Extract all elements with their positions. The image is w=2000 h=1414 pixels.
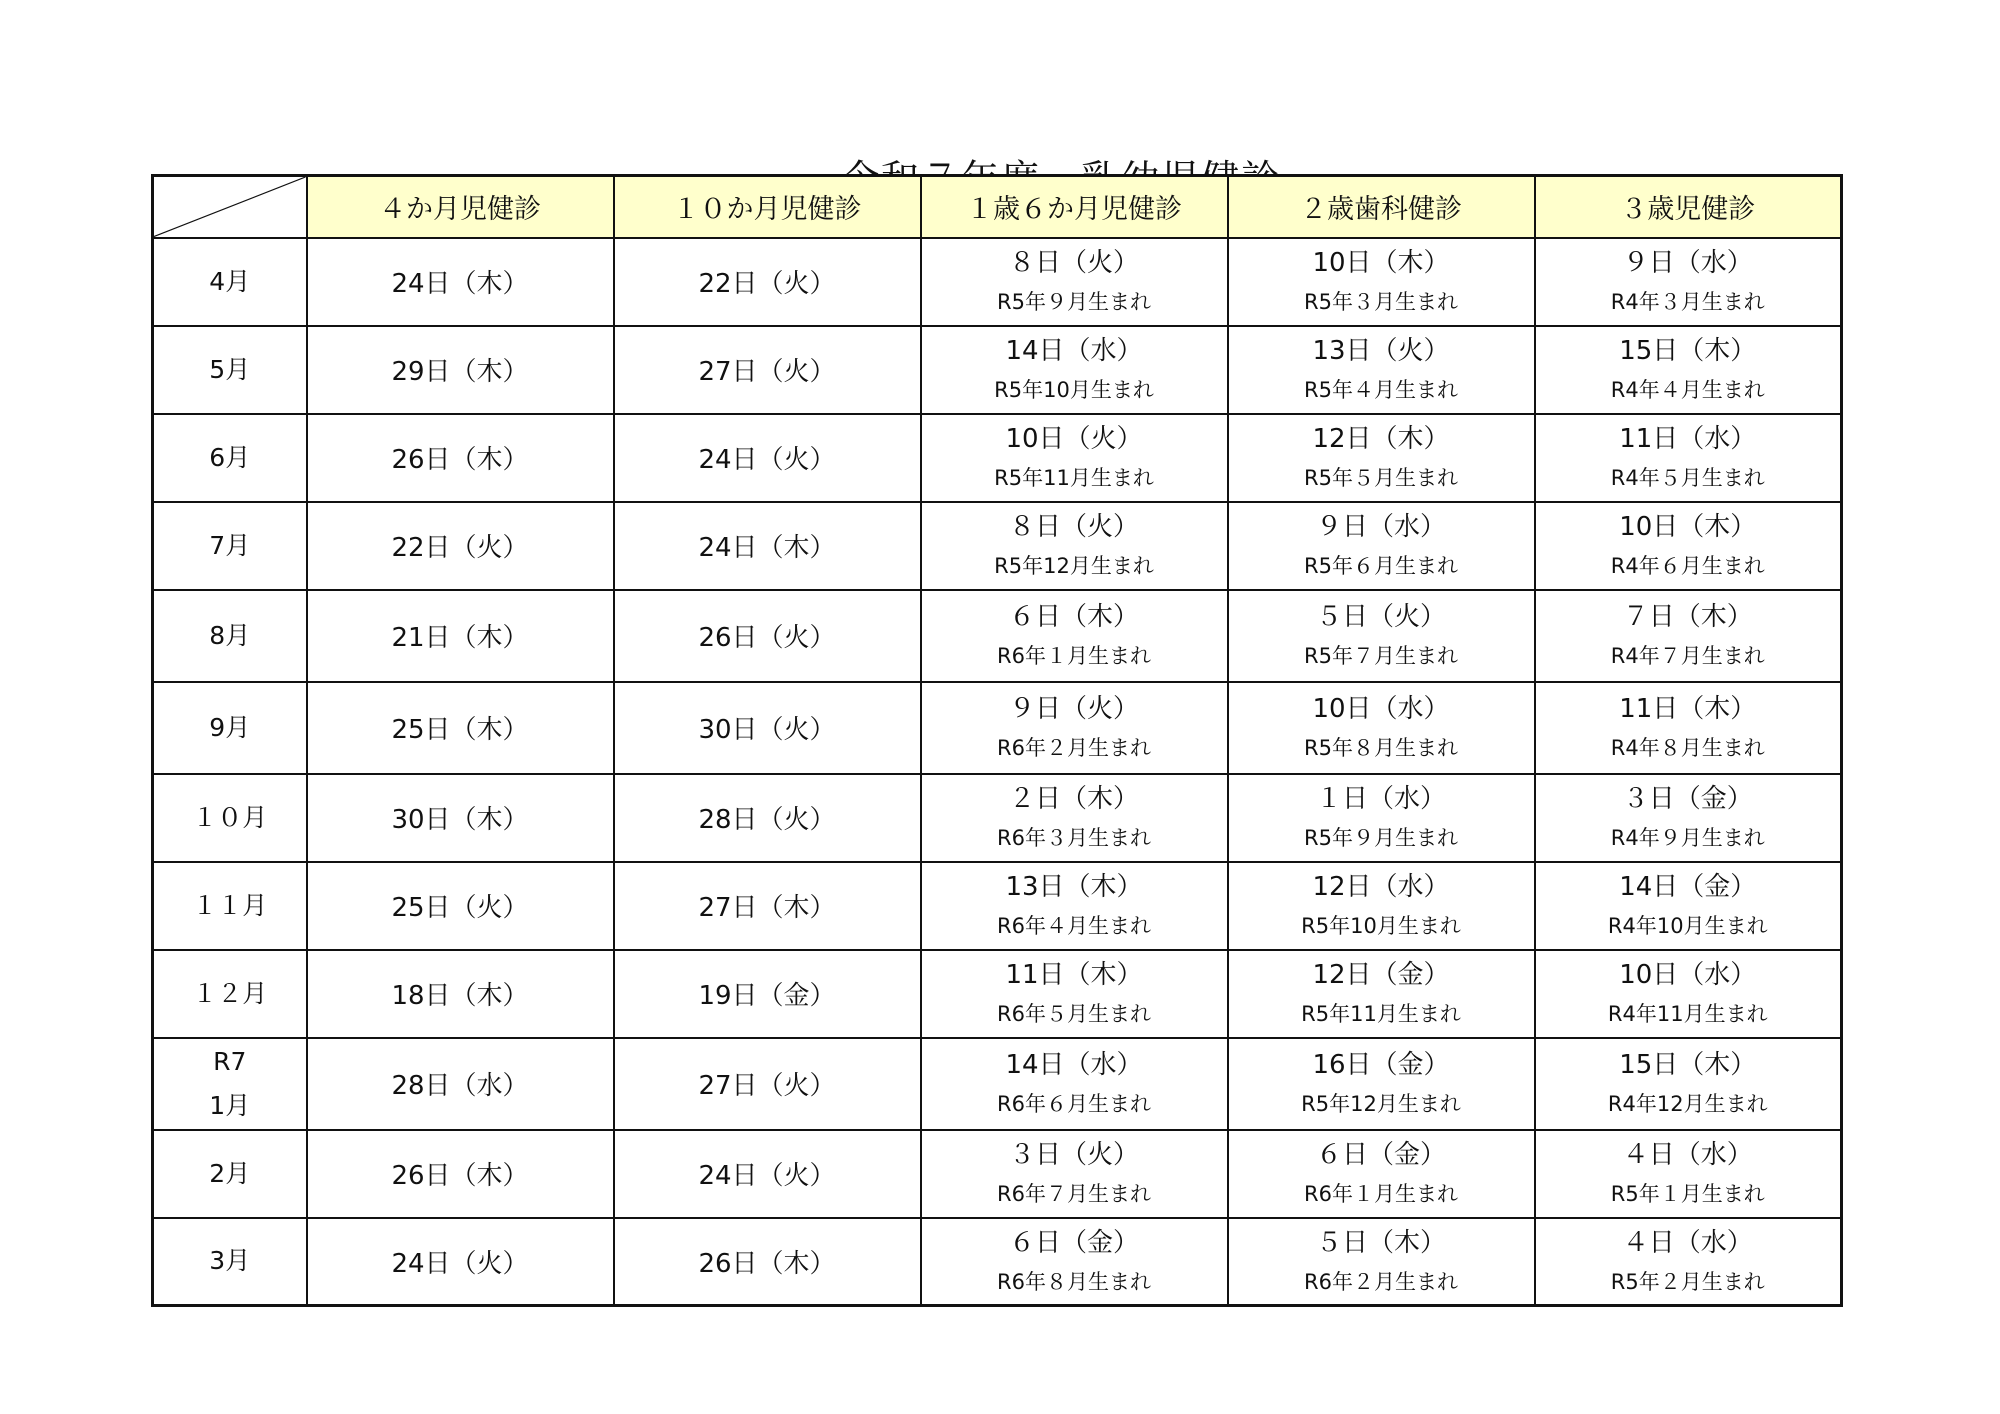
target-birth-month: R4年３月生まれ (1610, 290, 1765, 314)
column-header-10-month: １０か月児健診 (614, 176, 921, 238)
date-cell-m10: 28日（火） (614, 774, 921, 862)
month-cell (153, 950, 307, 1038)
target-birth-month: R6年２月生まれ (997, 736, 1151, 760)
month-label: 3月 (209, 1246, 251, 1276)
month-cell (153, 238, 307, 326)
target-birth-month: R5年10月生まれ (1301, 914, 1461, 938)
target-birth-month: R4年５月生まれ (1610, 466, 1765, 490)
checkup-date: 10日（水） (1312, 694, 1450, 724)
target-birth-month: R5年２月生まれ (1610, 1269, 1765, 1294)
month-cell (153, 502, 307, 590)
target-birth-month: R5年９月生まれ (1304, 826, 1458, 850)
date-cell-y2 (1228, 238, 1535, 326)
checkup-date: 10日（木） (1312, 248, 1450, 278)
target-birth-month: R4年７月生まれ (1610, 644, 1765, 668)
checkup-date: 12日（水） (1312, 872, 1450, 902)
month-label: １２月 (192, 978, 268, 1008)
checkup-date: 11日（木） (1619, 694, 1757, 724)
table-row (153, 1218, 1842, 1306)
month-label: 6月 (209, 442, 251, 472)
date-cell-m4: 22日（火） (307, 502, 614, 590)
checkup-date: 12日（金） (1312, 960, 1450, 990)
target-birth-month: R4年10月生まれ (1607, 914, 1768, 938)
date-cell-y3 (1535, 682, 1842, 774)
date-cell-y2 (1228, 590, 1535, 682)
checkup-date: ６日（木） (1008, 602, 1139, 632)
date-cell-y3 (1535, 1038, 1842, 1130)
target-birth-month: R4年４月生まれ (1610, 378, 1765, 402)
date-cell-m4: 30日（木） (307, 774, 614, 862)
month-label: 9月 (209, 712, 251, 742)
date-cell-m4: 28日（水） (307, 1038, 614, 1130)
date-cell-y2 (1228, 682, 1535, 774)
month-cell (153, 682, 307, 774)
checkup-date: ３日（火） (1008, 1140, 1139, 1170)
date-cell-y3 (1535, 502, 1842, 590)
target-birth-month: R5年11月生まれ (1301, 1002, 1461, 1026)
checkup-date: 11日（木） (1005, 960, 1143, 990)
diagonal-line (154, 177, 306, 237)
date-cell-y16 (921, 1038, 1228, 1130)
target-birth-month: R5年８月生まれ (1304, 736, 1458, 760)
date-cell-y16 (921, 326, 1228, 414)
checkup-date: 14日（水） (1005, 336, 1143, 366)
target-birth-month: R4年６月生まれ (1610, 554, 1765, 578)
date-cell-y16 (921, 590, 1228, 682)
month-label: R7 (213, 1046, 247, 1076)
table-body (153, 238, 1842, 1306)
column-header-1y6m: １歳６か月児健診 (921, 176, 1228, 238)
date-cell-y16 (921, 950, 1228, 1038)
target-birth-month: R4年12月生まれ (1607, 1092, 1768, 1116)
checkup-date: ６日（金） (1315, 1140, 1446, 1170)
target-birth-month: R5年12月生まれ (994, 554, 1154, 578)
month-cell (153, 1038, 307, 1130)
table-row (153, 238, 1842, 326)
date-cell-m4: 26日（木） (307, 414, 614, 502)
date-cell-m10: 27日（火） (614, 1038, 921, 1130)
date-cell-y3 (1535, 238, 1842, 326)
checkup-date: 10日（木） (1619, 512, 1757, 542)
date-cell-m4: 25日（火） (307, 862, 614, 950)
date-cell-y2 (1228, 1130, 1535, 1218)
column-header-4-month: ４か月児健診 (307, 176, 614, 238)
date-cell-m4: 26日（木） (307, 1130, 614, 1218)
checkup-date: ７日（木） (1622, 602, 1753, 632)
date-cell-y3 (1535, 1218, 1842, 1306)
table-row (153, 1038, 1842, 1130)
date-cell-y3 (1535, 950, 1842, 1038)
checkup-date: 13日（木） (1005, 872, 1143, 902)
date-cell-m10: 26日（火） (614, 590, 921, 682)
month-label: １１月 (192, 890, 268, 920)
target-birth-month: R6年５月生まれ (997, 1002, 1151, 1026)
checkup-date: 13日（火） (1312, 336, 1450, 366)
checkup-date: ８日（火） (1008, 512, 1139, 542)
date-cell-y3 (1535, 414, 1842, 502)
column-header-3y: ３歳児健診 (1535, 176, 1842, 238)
table-row (153, 682, 1842, 774)
date-cell-y2 (1228, 774, 1535, 862)
target-birth-month: R6年１月生まれ (1304, 1182, 1458, 1206)
target-birth-month: R4年８月生まれ (1610, 736, 1765, 760)
date-cell-y16 (921, 774, 1228, 862)
target-birth-month: R6年８月生まれ (997, 1269, 1151, 1294)
target-birth-month: R6年６月生まれ (997, 1092, 1151, 1116)
month-label: １０月 (192, 802, 268, 832)
date-cell-y2 (1228, 950, 1535, 1038)
date-cell-m10: 24日（火） (614, 1130, 921, 1218)
checkup-date: 11日（水） (1619, 424, 1757, 454)
month-cell (153, 1218, 307, 1306)
date-cell-y2 (1228, 414, 1535, 502)
target-birth-month: R5年10月生まれ (994, 378, 1154, 402)
target-birth-month: R6年１月生まれ (997, 644, 1151, 668)
date-cell-y2 (1228, 502, 1535, 590)
date-cell-m10: 19日（金） (614, 950, 921, 1038)
header-row (153, 176, 1842, 238)
date-cell-y16 (921, 502, 1228, 590)
table-row (153, 326, 1842, 414)
checkup-date: ８日（火） (1008, 248, 1139, 278)
table-row (153, 774, 1842, 862)
month-cell (153, 414, 307, 502)
date-cell-m10: 24日（木） (614, 502, 921, 590)
date-cell-y2 (1228, 326, 1535, 414)
checkup-date: ４日（水） (1622, 1140, 1753, 1170)
table-row (153, 414, 1842, 502)
checkup-date: 15日（木） (1619, 336, 1757, 366)
date-cell-y2 (1228, 862, 1535, 950)
month-label: 4月 (209, 266, 251, 296)
table-row (153, 862, 1842, 950)
date-cell-y16 (921, 414, 1228, 502)
target-birth-month: R6年７月生まれ (997, 1182, 1151, 1206)
date-cell-m10: 27日（木） (614, 862, 921, 950)
date-cell-m4: 25日（木） (307, 682, 614, 774)
date-cell-y16 (921, 682, 1228, 774)
target-birth-month: R5年12月生まれ (1301, 1092, 1461, 1116)
target-birth-month: R4年９月生まれ (1610, 826, 1765, 850)
target-birth-month: R5年１月生まれ (1610, 1182, 1765, 1206)
date-cell-y16 (921, 862, 1228, 950)
target-birth-month: R5年５月生まれ (1304, 466, 1458, 490)
date-cell-m4: 18日（木） (307, 950, 614, 1038)
date-cell-m4: 29日（木） (307, 326, 614, 414)
month-cell (153, 326, 307, 414)
month-cell (153, 1130, 307, 1218)
date-cell-m10: 22日（火） (614, 238, 921, 326)
date-cell-y3 (1535, 1130, 1842, 1218)
date-cell-m4: 24日（木） (307, 238, 614, 326)
month-cell (153, 774, 307, 862)
date-cell-m10: 26日（木） (614, 1218, 921, 1306)
month-label: 5月 (209, 354, 251, 384)
checkup-date: 10日（水） (1619, 960, 1757, 990)
month-cell (153, 590, 307, 682)
date-cell-m4: 21日（木） (307, 590, 614, 682)
month-label: 1月 (209, 1090, 251, 1120)
checkup-date: ５日（木） (1315, 1227, 1446, 1258)
target-birth-month: R6年４月生まれ (997, 914, 1151, 938)
checkup-date: ３日（金） (1622, 784, 1753, 814)
date-cell-y2 (1228, 1038, 1535, 1130)
checkup-date: ４日（水） (1622, 1227, 1753, 1258)
corner-cell (153, 176, 307, 238)
date-cell-m4: 24日（火） (307, 1218, 614, 1306)
checkup-date: 14日（水） (1005, 1050, 1143, 1080)
table-row (153, 590, 1842, 682)
target-birth-month: R5年６月生まれ (1304, 554, 1458, 578)
table-row (153, 502, 1842, 590)
checkup-date: 15日（木） (1619, 1050, 1757, 1080)
month-label: 7月 (209, 530, 251, 560)
target-birth-month: R4年11月生まれ (1607, 1002, 1768, 1026)
target-birth-month: R5年11月生まれ (994, 466, 1154, 490)
column-header-2y-dental: ２歳歯科健診 (1228, 176, 1535, 238)
table-row (153, 1130, 1842, 1218)
target-birth-month: R5年７月生まれ (1304, 644, 1458, 668)
checkup-date: ６日（金） (1008, 1227, 1139, 1258)
checkup-date: ９日（火） (1008, 694, 1139, 724)
checkup-date: 16日（金） (1312, 1050, 1450, 1080)
table-row (153, 950, 1842, 1038)
date-cell-y3 (1535, 326, 1842, 414)
target-birth-month: R5年４月生まれ (1304, 378, 1458, 402)
date-cell-y3 (1535, 774, 1842, 862)
month-label: 8月 (209, 620, 251, 650)
date-cell-y16 (921, 1130, 1228, 1218)
date-cell-y2 (1228, 1218, 1535, 1306)
checkup-date: ５日（火） (1315, 602, 1446, 632)
target-birth-month: R5年９月生まれ (997, 290, 1151, 314)
target-birth-month: R5年３月生まれ (1304, 290, 1458, 314)
month-label: 2月 (209, 1158, 251, 1188)
date-cell-m10: 24日（火） (614, 414, 921, 502)
date-cell-y3 (1535, 862, 1842, 950)
checkup-date: 12日（木） (1312, 424, 1450, 454)
target-birth-month: R6年３月生まれ (997, 826, 1151, 850)
checkup-date: ２日（木） (1008, 784, 1139, 814)
checkup-schedule-table (151, 174, 1843, 1307)
date-cell-m10: 27日（火） (614, 326, 921, 414)
checkup-date: １日（水） (1315, 784, 1446, 814)
checkup-date: 14日（金） (1619, 872, 1757, 902)
target-birth-month: R6年２月生まれ (1304, 1269, 1458, 1294)
date-cell-y3 (1535, 590, 1842, 682)
date-cell-y16 (921, 238, 1228, 326)
checkup-date: 10日（火） (1005, 424, 1143, 454)
month-cell (153, 862, 307, 950)
date-cell-m10: 30日（火） (614, 682, 921, 774)
checkup-date: ９日（水） (1315, 512, 1446, 542)
date-cell-y16 (921, 1218, 1228, 1306)
checkup-date: ９日（水） (1622, 248, 1753, 278)
